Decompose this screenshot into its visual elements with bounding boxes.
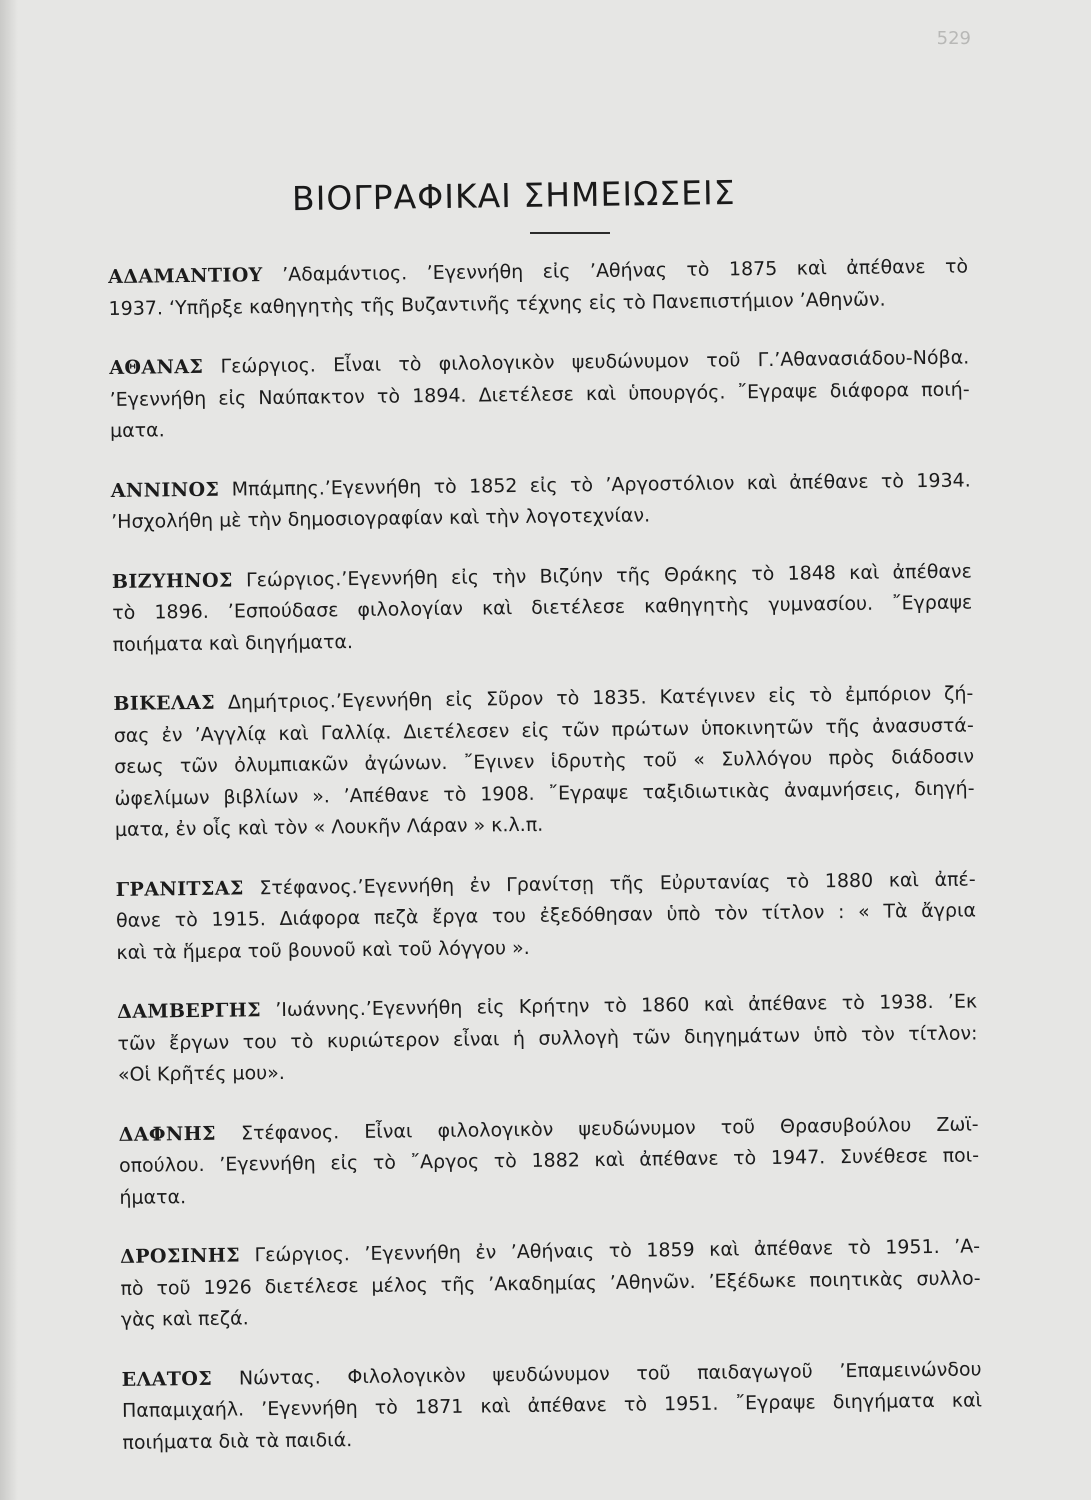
biography-entry bbox=[112, 556, 973, 661]
entry-surname: ΒΙΚΕΛΑΣ bbox=[113, 691, 216, 715]
entry-text: Μπάμπης.’Εγεννήθη τὸ 1852 εἰς τὸ ’Αργοστόλιον καὶ ἀπέθανε τὸ 1934. bbox=[231, 468, 971, 501]
entry-surname: ΒΙΖΥΗΝΟΣ bbox=[111, 569, 233, 593]
entry-surname: ΑΘΑΝΑΣ bbox=[109, 355, 204, 379]
biography-entry bbox=[115, 864, 976, 969]
entry-text: σεως τῶν ὀλυμπιακῶν ἀγώνων. ῎Εγινεν ἱδρυτὴς τοῦ « Συλλόγου πρὸς διάδοσιν bbox=[114, 745, 975, 778]
entry-text: Παπαμιχαήλ. ’Εγεννήθη τὸ 1871 καὶ ἀπέθανε τὸ 1951. ῎Εγραψε διηγήματα καὶ bbox=[121, 1389, 983, 1422]
entry-text: ματα, ἐν οἷς καὶ τὸν « Λουκῆν Λάραν » κ.λ.π. bbox=[114, 813, 544, 841]
title-underline bbox=[530, 232, 610, 234]
page-number: 529 bbox=[936, 28, 971, 49]
entry-text: ’Εγεννήθη εἰς Ναύπακτον τὸ 1894. Διετέλεσε καὶ ὑπουργός. ῎Εγραψε διάφορα ποιή- bbox=[109, 377, 970, 411]
biography-entry bbox=[109, 342, 970, 447]
biography-entry bbox=[121, 1354, 982, 1459]
entry-text: Νώντας. Φιλολογικὸν ψευδώνυμον τοῦ παιδαγωγοῦ ’Επαμεινώνδου bbox=[238, 1357, 982, 1389]
page-title: ΒΙΟΓΡΑΦΙΚΑΙ ΣΗΜΕΙΩΣΕΙΣ bbox=[291, 172, 736, 219]
entry-surname: ΔΡΟΣΙΝΗΣ bbox=[120, 1244, 241, 1268]
entry-text: γὰς καὶ πεζά. bbox=[120, 1307, 249, 1331]
entry-text: Γεώργιος. ’Εγεννήθη ἐν ’Αθήναις τὸ 1859 καὶ ἀπέθανε τὸ 1951. ’Α- bbox=[254, 1235, 981, 1267]
entry-text: ’Ιωάννης.’Εγεννήθη εἰς Κρήτην τὸ 1860 καὶ ἀπέθανε τὸ 1938. ’Εκ bbox=[275, 990, 978, 1022]
entry-text: πὸ τοῦ 1926 διετέλεσε μέλος τῆς ’Ακαδημίας ’Αθηνῶν. ’Εξέδωκε ποιητικὰς συλλο- bbox=[120, 1266, 981, 1300]
entry-text: «Οἱ Κρῆτές μου». bbox=[117, 1061, 285, 1086]
entry-text: σας ἐν ’Αγγλίᾳ καὶ Γαλλίᾳ. Διετέλεσεν εἰς τῶν πρώτων ὑποκινητῶν τῆς ἀνασυστά- bbox=[113, 713, 974, 747]
biography-entry bbox=[113, 678, 975, 846]
entry-text: 1937. ‘Υπῆρξε καθηγητὴς τῆς Βυζαντινῆς τέχνης εἰς τὸ Πανεπιστήμιον ’Αθηνῶν. bbox=[108, 288, 886, 320]
biography-entry bbox=[117, 986, 978, 1091]
entry-text: ματα. bbox=[109, 419, 165, 442]
entry-surname: ΔΑΜΒΕΡΓΗΣ bbox=[117, 999, 262, 1023]
entry-text: τῶν ἔργων του τὸ κυριώτερον εἶναι ἡ συλλογὴ τῶν διηγημάτων ὑπὸ τὸν τίτλον: bbox=[117, 1021, 978, 1055]
entry-text: Γεώργιος. Εἶναι τὸ φιλολογικὸν ψευδώνυμον τοῦ Γ.’Αθανασιάδου-Νόβα. bbox=[220, 346, 970, 378]
entry-text: Γεώργιος.’Εγεννήθη εἰς τὴν Βιζύην τῆς Θράκης τὸ 1848 καὶ ἀπέθανε bbox=[245, 559, 972, 591]
entry-surname: ΓΡΑΝΙΤΣΑΣ bbox=[115, 876, 244, 901]
entry-text: ποιήματα διὰ τὰ παιδιά. bbox=[122, 1428, 353, 1454]
entry-surname: ΑΔΑΜΑΝΤΙΟΥ bbox=[108, 264, 263, 288]
entry-text: θανε τὸ 1915. Διάφορα πεζὰ ἔργα του ἐξεδόθησαν ὑπὸ τὸν τίτλον : « Τὰ ἄγρια bbox=[115, 899, 977, 932]
biography-entry bbox=[111, 465, 972, 539]
entry-text: Στέφανος.’Εγεννήθη ἐν Γρανίτσῃ τῆς Εὐρυτανίας τὸ 1880 καὶ ἀπέ- bbox=[259, 867, 976, 899]
entry-text: Δημήτριος.’Εγεννήθη εἰς Σῦρον τὸ 1835. Κατέγινεν εἰς τὸ ἐμπόριον ζή- bbox=[227, 682, 974, 714]
biography-list bbox=[108, 251, 983, 1486]
entry-text: τὸ 1896. ’Εσπούδασε φιλολογίαν καὶ διετέλεσε καθηγητὴς γυμνασίου. ῎Εγραψε bbox=[112, 591, 973, 624]
entry-surname: ΕΛΑΤΟΣ bbox=[121, 1367, 213, 1391]
biography-entry bbox=[120, 1231, 981, 1336]
entry-text: ’Ησχολήθη μὲ τὴν δημοσιογραφίαν καὶ τὴν λογοτεχνίαν. bbox=[111, 504, 651, 533]
entry-text: ὠφελίμων βιβλίων ». ’Απέθανε τὸ 1908. ῎Εγραψε ταξιδιωτικὰς ἀναμνήσεις, διηγή- bbox=[114, 776, 975, 810]
entry-surname: ΑΝΝΙΝΟΣ bbox=[110, 478, 220, 502]
entry-text: ’Αδαμάντιος. ’Εγεννήθη εἰς ’Αθήνας τὸ 1875 καὶ ἀπέθανε τὸ bbox=[282, 255, 969, 286]
biography-entry bbox=[108, 251, 969, 325]
page-edge-shadow bbox=[0, 0, 18, 1500]
entry-text: οπούλου. ’Εγεννήθη εἰς τὸ ῎Αργος τὸ 1882 καὶ ἀπέθανε τὸ 1947. Συνέθεσε ποι- bbox=[118, 1144, 980, 1177]
biography-entry bbox=[118, 1109, 979, 1214]
entry-text: ήματα. bbox=[119, 1185, 187, 1209]
entry-text: ποιήματα καὶ διηγήματα. bbox=[112, 630, 354, 656]
entry-text: Στέφανος. Εἶναι φιλολογικὸν ψευδώνυμον τοῦ Θρασυβούλου Ζωϊ- bbox=[240, 1112, 979, 1144]
entry-surname: ΔΑΦΝΗΣ bbox=[118, 1122, 216, 1146]
entry-text: καὶ τὰ ἥμερα τοῦ βουνοῦ καὶ τοῦ λόγγου ». bbox=[116, 936, 530, 964]
